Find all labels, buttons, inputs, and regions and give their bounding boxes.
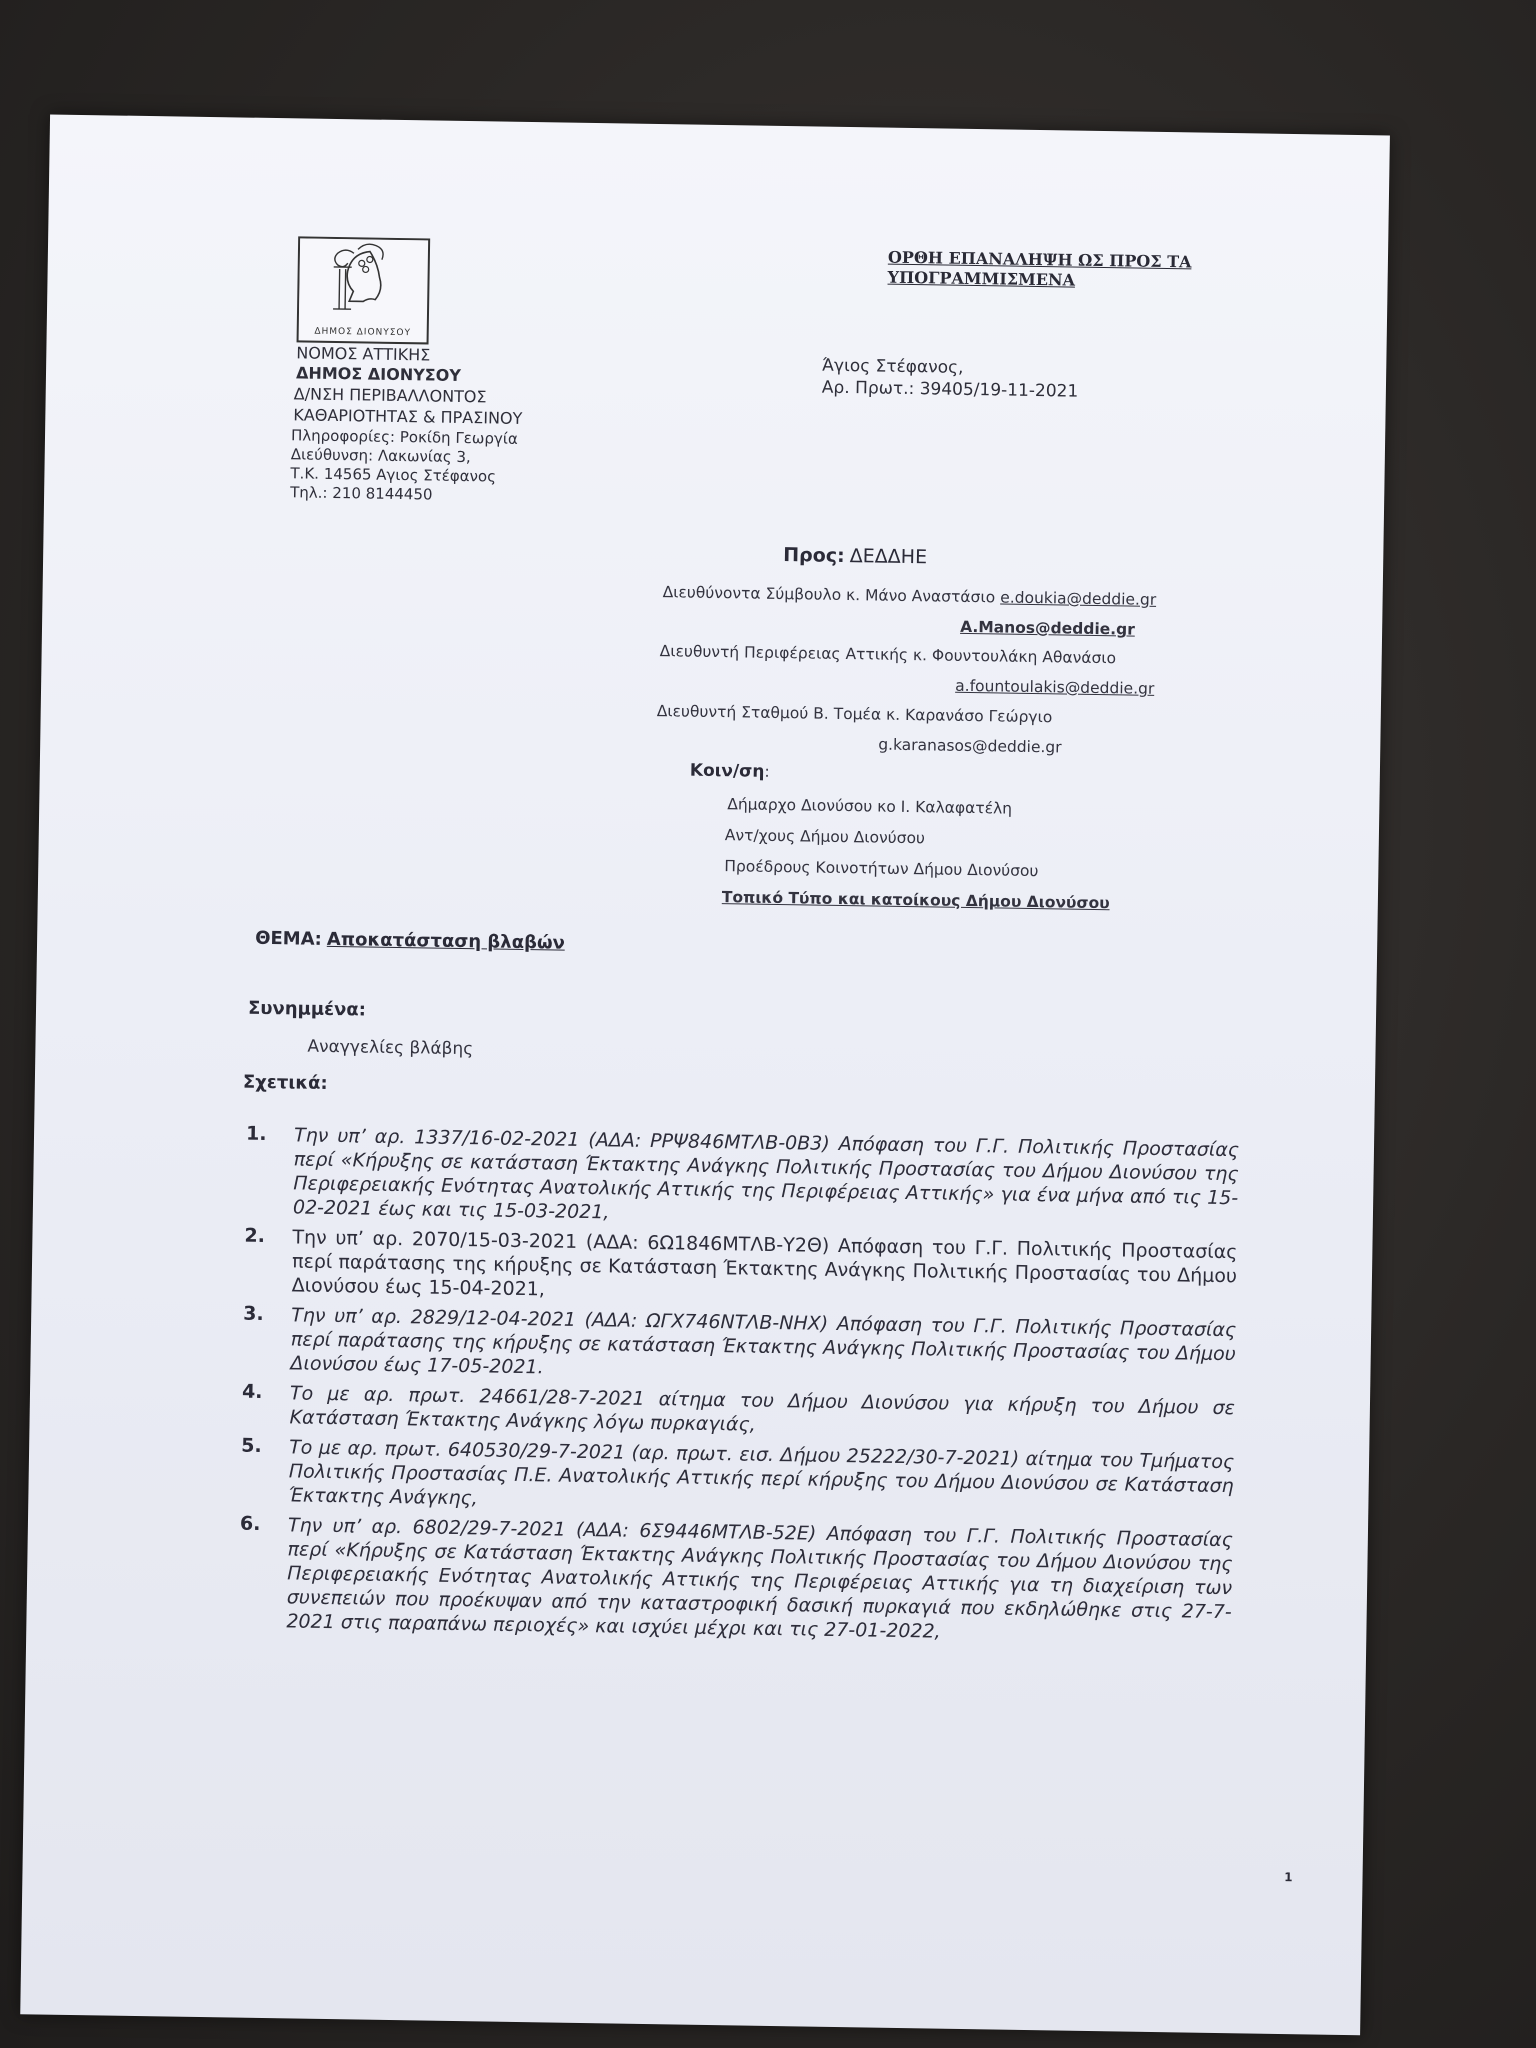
list-item [230, 1302, 1236, 1390]
to-value: ΔΕΔΔΗΕ [849, 545, 928, 569]
subject-label: ΘΕΜΑ: [255, 927, 322, 950]
attachment-item: Αναγγελίες βλάβης [307, 1036, 474, 1060]
list-item [229, 1380, 1235, 1444]
ref-text: Την υπ’ αρ. 6802/29-7-2021 (ΑΔΑ: 6Σ9446ΜΤΛΒ-52Ε) Απόφαση του Γ.Γ. Πολιτικής Προστασίας περί «Κήρυξης σε Κατάσταση Έκτακτης Ανάγκης Πολιτικής Προστασίας του Δήμου Διονύσου της Περιφερειακής Ενότητας Ανατολικής Αττικής της Περιφέρειας Αττικής για τη διαχείριση των συνεπειών που προέκυψαν από την καταστροφική δασική πυρκαγιά που εκδηλώθηκε στις 27-7-2021 στις παραπάνω περιοχές» και ισχύει μέχρι και τις 27-01-2022, [286, 1514, 1234, 1643]
header-prefecture: ΝΟΜΟΣ ΑΤΤΙΚΗΣ [296, 343, 431, 365]
cc-label: Κοιν/ση [689, 760, 765, 782]
correction-line-1: ΟΡΘΗ ΕΠΑΝΑΛΗΨΗ ΩΣ ΠΡΟΣ ΤΑ [887, 247, 1192, 272]
recipient-3: Διευθυντή Σταθμού Β. Τομέα κ. Καρανάσο Γεώργιο [656, 702, 1053, 727]
list-item [228, 1434, 1234, 1522]
cc-item-2: Αντ/χους Δήμου Διονύσου [724, 826, 926, 848]
ref-number: 3. [243, 1302, 264, 1325]
attachments-label: Συνημμένα: [247, 997, 367, 1021]
document-page [20, 114, 1390, 2035]
ref-text: Την υπ’ αρ. 1337/16-02-2021 (ΑΔΑ: ΡΡΨ846ΜΤΛΒ-0Β3) Απόφαση του Γ.Γ. Πολιτικής Προστασίας περί «Κήρυξης σε κατάσταση Έκτακτης Ανάγκης Πολιτικής Προστασίας του Δήμου Διονύσου της Περιφερειακής Ενότητας Ανατολικής Αττικής της Περιφέρειας Αττικής» για ένα μήνα από τις 15-02-2021 έως και τις 15-03-2021, [292, 1124, 1240, 1224]
email-4[interactable]: g.karanasos@deddie.gr [878, 735, 1062, 757]
municipality-logo [297, 236, 431, 344]
header-directorate: Δ/ΝΣΗ ΠΕΡΙΒΑΛΛΟΝΤΟΣ [293, 384, 487, 407]
ref-number: 5. [241, 1434, 262, 1457]
recipient-1-line [663, 582, 1157, 609]
list-item [226, 1512, 1233, 1648]
cc-colon: : [764, 762, 770, 781]
header-phone: Τηλ.: 210 8144450 [290, 483, 433, 504]
logo-caption: ΔΗΜΟΣ ΔΙΟΝΥΣΟΥ [314, 326, 412, 339]
recipient-1: Διευθύνοντα Σύμβουλο κ. Μάνο Αναστάσιο [662, 583, 996, 607]
cc-item-1: Δήμαρχο Διονύσου κο Ι. Καλαφατέλη [727, 795, 1013, 818]
ref-text: Την υπ’ αρ. 2070/15-03-2021 (ΑΔΑ: 6Ω1846ΜΤΛΒ-Υ2Θ) Απόφαση του Γ.Γ. Πολιτικής Προστασίας περί παράτασης της κήρυξης σε Κατάσταση Έκτακτης Ανάγκης Πολιτικής Προστασίας του Δήμου Διονύσου έως 15-04-2021, [291, 1226, 1238, 1301]
email-1[interactable]: e.doukia@deddie.gr [1000, 588, 1157, 609]
ref-number: 4. [241, 1380, 263, 1403]
header-address: Διεύθυνση: Λακωνίας 3, [290, 445, 471, 467]
ref-number: 2. [244, 1224, 266, 1247]
header-municipality: ΔΗΜΟΣ ΔΙΟΝΥΣΟΥ [295, 363, 462, 385]
ref-text: Το με αρ. πρωτ. 24661/28-7-2021 αίτημα του Δήμου Διονύσου για κήρυξη του Δήμου σε Κατάσταση Έκτακτης Ανάγκης λόγω πυρκαγιάς, [289, 1382, 1236, 1436]
to-label: Προς: [783, 544, 845, 568]
page-number: 1 [1284, 1870, 1293, 1885]
recipient-2: Διευθυντή Περιφέρειας Αττικής κ. Φουντουλάκη Αθανάσιο [659, 642, 1117, 668]
cc-item-3: Προέδρους Κοινοτήτων Δήμου Διονύσου [724, 857, 1039, 881]
cc-item-4: Τοπικό Τύπο και κατοίκους Δήμου Διονύσου [721, 888, 1110, 913]
list-item [232, 1224, 1238, 1312]
email-2[interactable]: A.Manos@deddie.gr [960, 617, 1135, 639]
subject-line [255, 928, 565, 954]
related-label: Σχετικά: [242, 1071, 328, 1094]
correction-line-2: ΥΠΟΓΡΑΜΜΙΣΜΕΝΑ [887, 267, 1076, 290]
to-line [783, 544, 927, 568]
dionysus-head-icon [299, 238, 424, 320]
ref-text: Την υπ’ αρ. 2829/12-04-2021 (ΑΔΑ: ΩΓΧ746ΝΤΛΒ-ΝΗΧ) Απόφαση του Γ.Γ. Πολιτικής Προστασίας περί παράτασης της κήρυξης σε κατάσταση Έκτακτης Ανάγκης Πολιτικής Προστασίας του Δήμου Διονύσου έως 17-05-2021. [290, 1304, 1237, 1379]
ref-number: 1. [245, 1122, 267, 1146]
cc-label-line [690, 761, 770, 782]
protocol-number: Αρ. Πρωτ.: 39405/19-11-2021 [821, 377, 1079, 402]
header-department: ΚΑΘΑΡΙΟΤΗΤΑΣ & ΠΡΑΣΙΝΟΥ [293, 405, 523, 428]
list-item [233, 1122, 1239, 1234]
ref-number: 6. [239, 1512, 261, 1535]
ref-text: Το με αρ. πρωτ. 640530/29-7-2021 (αρ. πρωτ. εισ. Δήμου 25222/30-7-2021) αίτημα του Τμήματος Πολιτικής Προστασίας Π.Ε. Ανατολικής Αττικής περί κήρυξης του Δήμου Διονύσου σε Κατάσταση Έκτακτης Ανάγκης, [288, 1436, 1235, 1510]
email-3[interactable]: a.fountoulakis@deddie.gr [955, 676, 1155, 698]
related-list [226, 1122, 1239, 1654]
header-postal: Τ.Κ. 14565 Αγιος Στέφανος [290, 464, 497, 486]
place: Άγιος Στέφανος, [822, 355, 964, 378]
subject-value: Αποκατάσταση βλαβών [326, 928, 565, 954]
header-info: Πληροφορίες: Ροκίδη Γεωργία [290, 426, 518, 448]
